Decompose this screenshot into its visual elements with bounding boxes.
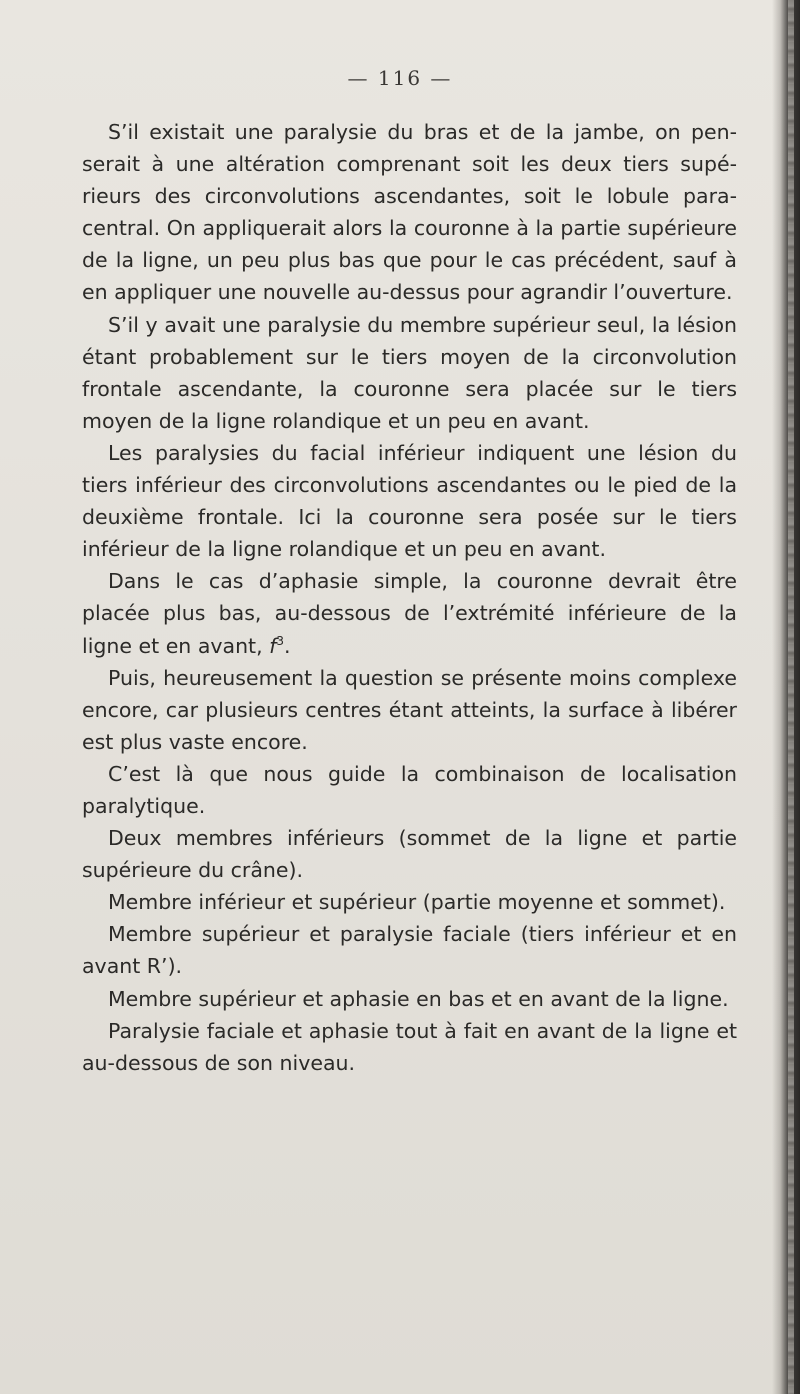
figure-ref-letter: f [269, 633, 277, 658]
page-edge-strip [788, 0, 794, 1394]
paragraph-2: S’il y avait une paralysie du membre supérieur seul, la lésion étant probablement sur le tiers moyen de la circonvolution frontale ascendante, la couronne sera placée sur le tiers moyen de la ligne rolandique et un peu en avant. [82, 312, 737, 433]
page-number: — 116 — [347, 66, 453, 90]
paragraph-9: Membre supérieur et paralysie faciale (tiers inférieur et en avant R’). [82, 922, 737, 979]
paragraph-1: S’il existait une paralysie du bras et de la jambe, on penserait à une altération comprenant soit les deux tiers supérieurs des circonvolutions ascendantes, soit le lobule paracentral. On appliquerait alors la couronne à la partie supérieure de la ligne, un peu plus bas que pour le cas précédent, sauf à en appliquer une nouvelle au-dessus pour agrandir l’ouverture. [82, 120, 737, 305]
paragraph-10: Membre supérieur et aphasie en bas et en avant de la ligne. [108, 986, 729, 1011]
paragraph-4 [82, 565, 737, 661]
paragraph-5: Puis, heureusement la question se présente moins complexe encore, car plusieurs centres étant atteints, la surface à libérer est plus vaste encore. [82, 665, 737, 754]
body-text [82, 116, 737, 1079]
page-edge-shadow [772, 0, 800, 1394]
figure-ref-superscript: 3 [276, 633, 285, 648]
paragraph-6: C’est là que nous guide la combinaison de localisation paralytique. [82, 761, 737, 818]
figure-ref-trailing: . [284, 633, 291, 658]
paragraph-11: Paralysie faciale et aphasie tout à fait en avant de la ligne et au-dessous de son niveau. [82, 1018, 737, 1075]
paragraph-3: Les paralysies du facial inférieur indiquent une lésion du tiers inférieur des circonvolutions ascendantes ou le pied de la deuxième frontale. Ici la couronne sera posée sur le tiers inférieur de la ligne rolandique et un peu en avant. [82, 440, 737, 562]
paragraph-7: Deux membres inférieurs (sommet de la ligne et partie supérieure du crâne). [82, 826, 737, 883]
paragraph-4-text: Dans le cas d’aphasie simple, la couronne devrait être placée plus bas, au-dessous de l’extrémité inférieure de la ligne et en avant, [82, 569, 737, 658]
paragraph-8: Membre inférieur et supérieur (partie moyenne et sommet). [108, 890, 726, 915]
